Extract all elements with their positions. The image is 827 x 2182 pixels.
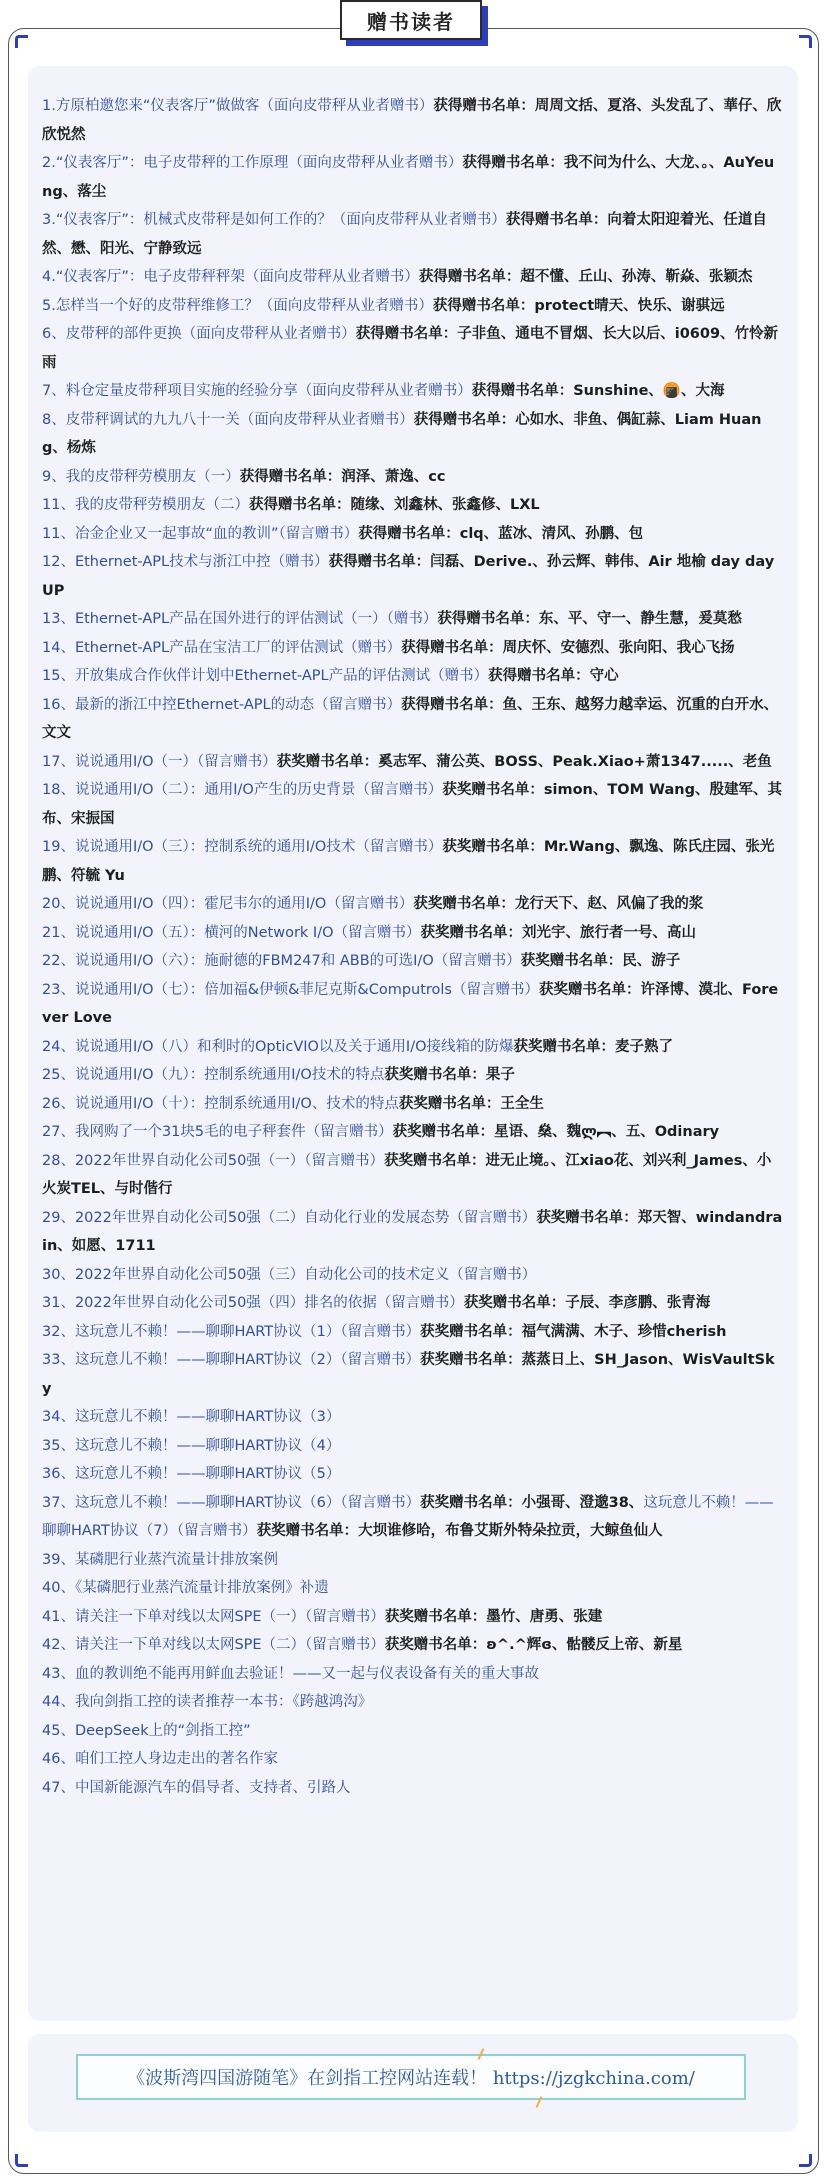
winners-text: 获得赠书名单：闫磊、Derive.、孙云辉、韩伟、Air 地榆 day day UP — [42, 554, 775, 599]
winners-text: 获得赠书名单：随缘、刘鑫林、张鑫修、LXL — [248, 497, 540, 513]
list-item — [42, 1546, 784, 1575]
list-item — [42, 890, 784, 919]
serial-banner[interactable] — [76, 2054, 746, 2100]
winners-text: 获得赠书名单：周庆怀、安德烈、张向阳、我心飞扬 — [401, 639, 735, 656]
list-item — [42, 1318, 784, 1347]
article-link[interactable]: 32、这玩意儿不赖！——聊聊HART协议（1）（留言赠书） — [42, 1323, 421, 1340]
winners-text: 获奖赠书名单：民、游子 — [520, 953, 681, 969]
list-item — [42, 1061, 784, 1090]
article-link[interactable]: 29、2022年世界自动化公司50强（二）自动化行业的发展态势（留言赠书） — [42, 1209, 537, 1226]
corner-decoration — [799, 35, 812, 48]
article-link[interactable]: 41、请关注一下单对线以太网SPE（一）（留言赠书） — [42, 1608, 385, 1625]
list-item — [42, 491, 784, 520]
footer-card — [28, 2034, 798, 2132]
article-link[interactable]: 11、我的皮带秤劳模朋友（二） — [42, 497, 249, 513]
winners-text: 获得赠书名单：clq、蓝冰、清风、孙鹏、包 — [358, 525, 644, 542]
winners-text: 获奖赠书名单：墨竹、唐勇、张建 — [384, 1608, 603, 1625]
article-link[interactable]: 20、说说通用I/O（四）：霍尼韦尔的通用I/O（留言赠书） — [42, 896, 414, 912]
list-item — [42, 1717, 784, 1746]
article-link[interactable]: 25、说说通用I/O（九）：控制系统通用I/O技术的特点 — [42, 1067, 385, 1083]
winners-text: 获奖赠书名单：龙行天下、赵、风偏了我的浆 — [413, 896, 704, 912]
article-link[interactable]: 这玩意儿不赖！——聊聊HART协议（7）（留言赠书） — [42, 1494, 774, 1539]
list-item — [42, 320, 784, 377]
list-item — [42, 1574, 784, 1603]
list-item — [42, 662, 784, 691]
list-item — [42, 1745, 784, 1774]
list-item — [42, 833, 784, 890]
list-item — [42, 1346, 784, 1403]
list-item — [42, 1688, 784, 1717]
list-item — [42, 634, 784, 663]
article-link[interactable]: 14、Ethernet-APL产品在宝洁工厂的评估测试（赠书） — [42, 639, 402, 656]
article-link[interactable]: 5.怎样当一个好的皮带秤维修工？（面向皮带秤从业者赠书） — [42, 297, 433, 314]
article-link[interactable]: 18、说说通用I/O（二）：通用I/O产生的历史背景（留言赠书） — [42, 782, 443, 798]
article-link[interactable]: 13、Ethernet-APL产品在国外进行的评估测试（一）（赠书） — [42, 611, 438, 627]
list-item — [42, 1204, 784, 1261]
winners-text: 获奖赠书名单：奚志军、蒲公英、BOSS、Peak.Xiao+萧1347.....、老鱼 — [276, 753, 772, 770]
winners-text: 获得赠书名单：Sunshine、🍘、大海 — [471, 383, 725, 399]
list-item — [42, 919, 784, 948]
article-link[interactable]: 1.方原柏邀您来“仪表客厅”做做客（面向皮带秤从业者赠书） — [42, 98, 434, 114]
article-link[interactable]: 8、皮带秤调试的九九八十一关（面向皮带秤从业者赠书） — [42, 411, 414, 428]
article-link[interactable]: 45、DeepSeek上的“剑指工控” — [42, 1722, 251, 1739]
corner-decoration — [15, 35, 28, 48]
list-item — [42, 947, 784, 976]
article-link[interactable]: 9、我的皮带秤劳模朋友（一） — [42, 468, 240, 485]
winners-text: 获奖赠书名单：小强哥、澄邈38、 — [420, 1494, 644, 1511]
winners-text: 获奖赠书名单：子辰、李彦鹏、张青海 — [463, 1295, 711, 1311]
article-link[interactable]: 35、这玩意儿不赖！——聊聊HART协议（4） — [42, 1437, 341, 1454]
list-item — [42, 263, 784, 292]
winners-text: 获得赠书名单：心如水、非鱼、偶缸蒜、Liam Huang、杨炼 — [42, 411, 762, 456]
article-link[interactable]: 17、说说通用I/O（一）（留言赠书） — [42, 753, 277, 770]
list-item — [42, 1033, 784, 1062]
list-item — [42, 92, 784, 149]
article-link[interactable]: 19、说说通用I/O（三）：控制系统的通用I/O技术（留言赠书） — [42, 839, 443, 855]
winners-text: 获奖赠书名单：麦子熟了 — [513, 1038, 674, 1055]
winners-text: 获奖赠书名单：simon、TOM Wang、殷建军、其布、宋振国 — [42, 782, 783, 827]
article-link[interactable]: 43、血的教训绝不能再用鲜血去验证！——又一起与仪表设备有关的重大事故 — [42, 1665, 539, 1682]
article-link[interactable]: 37、这玩意儿不赖！——聊聊HART协议（6）（留言赠书） — [42, 1494, 421, 1511]
page-title: 赠书读者 — [340, 0, 482, 40]
list-item — [42, 1660, 784, 1689]
list-item — [42, 748, 784, 777]
article-link[interactable]: 22、说说通用I/O（六）：施耐德的FBM247和 ABB的可选I/O（留言赠书） — [42, 953, 521, 969]
list-item — [42, 1261, 784, 1290]
list-item — [42, 1460, 784, 1489]
article-link[interactable]: 33、这玩意儿不赖！——聊聊HART协议（2）（留言赠书） — [42, 1352, 421, 1368]
list-item — [42, 206, 784, 263]
winners-text: 获奖赠书名单：王全生 — [398, 1095, 544, 1112]
winners-text: 获奖赠书名单：ʚ^.^辉ɞ、骷髅反上帝、新星 — [384, 1637, 683, 1653]
article-link[interactable]: 39、某磷肥行业蒸汽流量计排放案例 — [42, 1551, 278, 1568]
article-link[interactable]: 16、最新的浙江中控Ethernet-APL的动态（留言赠书） — [42, 696, 402, 713]
winners-text: 获奖赠书名单：刘光宇、旅行者一号、高山 — [420, 924, 696, 941]
winners-text: 获得赠书名单：我不问为什么、大龙、。、AuYeung、落尘 — [42, 155, 775, 200]
list-item — [42, 976, 784, 1033]
article-link[interactable]: 44、我向剑指工控的读者推荐一本书：《跨越鸿沟》 — [42, 1694, 373, 1710]
article-link[interactable]: 21、说说通用I/O（五）：横河的Network I/O（留言赠书） — [42, 924, 421, 941]
article-link[interactable]: 15、开放集成合作伙伴计划中Ethernet-APL产品的评估测试（赠书） — [42, 668, 489, 684]
winners-text: 获得赠书名单：鱼、王东、越努力越幸运、沉重的白开水、文文 — [42, 696, 779, 741]
article-link[interactable]: 30、2022年世界自动化公司50强（三）自动化公司的技术定义（留言赠书） — [42, 1266, 537, 1283]
winners-text: 获得赠书名单：向着太阳迎着光、任道自然、懋、阳光、宁静致远 — [42, 212, 767, 257]
banner-text: 《波斯湾四国游随笔》在剑指工控网站连载！ https://jzgkchina.com/ — [127, 2068, 695, 2089]
article-link[interactable]: 11、冶金企业又一起事故“血的教训”（留言赠书） — [42, 525, 359, 542]
article-link[interactable]: 28、2022年世界自动化公司50强（一）（留言赠书） — [42, 1152, 385, 1169]
winners-text: 获得赠书名单：润泽、萧逸、cc — [239, 468, 446, 485]
winners-text: 获奖赠书名单：果子 — [384, 1067, 515, 1083]
list-item — [42, 1631, 784, 1660]
winners-text: 获得赠书名单：守心 — [488, 668, 619, 684]
winners-text: 获奖赠书名单：蒸蒸日上、SH_Jason、WisVaultSky — [42, 1352, 775, 1397]
list-item — [42, 1118, 784, 1147]
article-link[interactable]: 42、请关注一下单对线以太网SPE（二）（留言赠书） — [42, 1637, 385, 1653]
article-link[interactable]: 2.“仪表客厅”：电子皮带秤的工作原理（面向皮带秤从业者赠书） — [42, 155, 463, 171]
list-item — [42, 548, 784, 605]
article-list — [42, 92, 784, 1802]
list-item — [42, 1403, 784, 1432]
winners-text: 获奖赠书名单：星语、燊、魏ლ︻、五、Odinary — [392, 1124, 720, 1140]
list-item — [42, 776, 784, 833]
list-item — [42, 1090, 784, 1119]
article-link[interactable]: 46、咱们工控人身边走出的著名作家 — [42, 1751, 278, 1767]
list-item — [42, 520, 784, 549]
article-link[interactable]: 40、《某磷肥行业蒸汽流量计排放案例》补遗 — [42, 1580, 329, 1596]
winners-text: 获奖赠书名单：郑天智、windandrain、如愿、1711 — [42, 1209, 783, 1254]
winners-text: 获得赠书名单：protect晴天、快乐、谢骐远 — [432, 297, 725, 314]
article-link[interactable]: 26、说说通用I/O（十）：控制系统通用I/O、技术的特点 — [42, 1095, 399, 1112]
list-item — [42, 1147, 784, 1204]
winners-text: 获得赠书名单：超不懂、丘山、孙涛、靳焱、张颖杰 — [418, 269, 753, 285]
article-link[interactable]: 3.“仪表客厅”：机械式皮带秤是如何工作的？（面向皮带秤从业者赠书） — [42, 212, 506, 228]
reader-list-card — [28, 66, 798, 2021]
article-link[interactable]: 47、中国新能源汽车的倡导者、支持者、引路人 — [42, 1779, 351, 1796]
article-link[interactable]: 24、说说通用I/O（八）和利时的OpticVIO以及关于通用I/O接线箱的防爆 — [42, 1038, 514, 1055]
list-item — [42, 691, 784, 748]
article-link[interactable]: 12、Ethernet-APL技术与浙江中控（赠书） — [42, 554, 329, 570]
winners-text: 获奖赠书名单：许泽博、漠北、Forever Love — [42, 981, 779, 1026]
article-link[interactable]: 7、料仓定量皮带秤项目实施的经验分享（面向皮带秤从业者赠书） — [42, 383, 472, 399]
winners-text: 获奖赠书名单：Mr.Wang、飘逸、陈氏庄园、张光鹏、符毓 Yu — [42, 839, 775, 884]
corner-decoration — [799, 2154, 812, 2167]
list-item — [42, 605, 784, 634]
list-item — [42, 1489, 784, 1546]
winners-text: 获得赠书名单：子非鱼、通电不冒烟、长大以后、i0609、竹怜新雨 — [42, 326, 779, 371]
winners-text: 获奖赠书名单：福气满满、木子、珍惜cherish — [420, 1323, 727, 1340]
winners-text: 获得赠书名单：东、平、守一、静生慧，爰莫愁 — [437, 611, 742, 627]
article-link[interactable]: 36、这玩意儿不赖！——聊聊HART协议（5） — [42, 1466, 341, 1482]
winners-text: 获奖赠书名单：进无止境。、江xiao花、刘兴利_James、小火炭TEL、与时偕行 — [42, 1152, 772, 1197]
winners-text: 获奖赠书名单：大坝谁修哈，布鲁艾斯外特朵拉贡，大鲸鱼仙人 — [256, 1523, 663, 1539]
corner-decoration — [15, 2154, 28, 2167]
article-link[interactable]: 34、这玩意儿不赖！——聊聊HART协议（3） — [42, 1409, 341, 1425]
article-link[interactable]: 23、说说通用I/O（七）：倍加福&伊顿&菲尼克斯&Computrols（留言赠书） — [42, 981, 539, 998]
article-link[interactable]: 6、皮带秤的部件更换（面向皮带秤从业者赠书） — [42, 326, 356, 342]
list-item — [42, 1603, 784, 1632]
list-item — [42, 1774, 784, 1803]
list-item — [42, 406, 784, 463]
list-item — [42, 377, 784, 406]
article-link[interactable]: 27、我网购了一个31块5毛的电子秤套件（留言赠书） — [42, 1124, 393, 1140]
list-item — [42, 1289, 784, 1318]
list-item — [42, 149, 784, 206]
title-badge — [340, 0, 488, 46]
list-item — [42, 292, 784, 321]
article-link[interactable]: 31、2022年世界自动化公司50强（四）排名的依据（留言赠书） — [42, 1295, 464, 1311]
article-link[interactable]: 4.“仪表客厅”：电子皮带秤秤架（面向皮带秤从业者赠书） — [42, 269, 419, 285]
list-item — [42, 463, 784, 492]
list-item — [42, 1432, 784, 1461]
winners-text: 获得赠书名单：周周文括、夏洛、头发乱了、華仔、欣欣悦然 — [42, 98, 782, 143]
